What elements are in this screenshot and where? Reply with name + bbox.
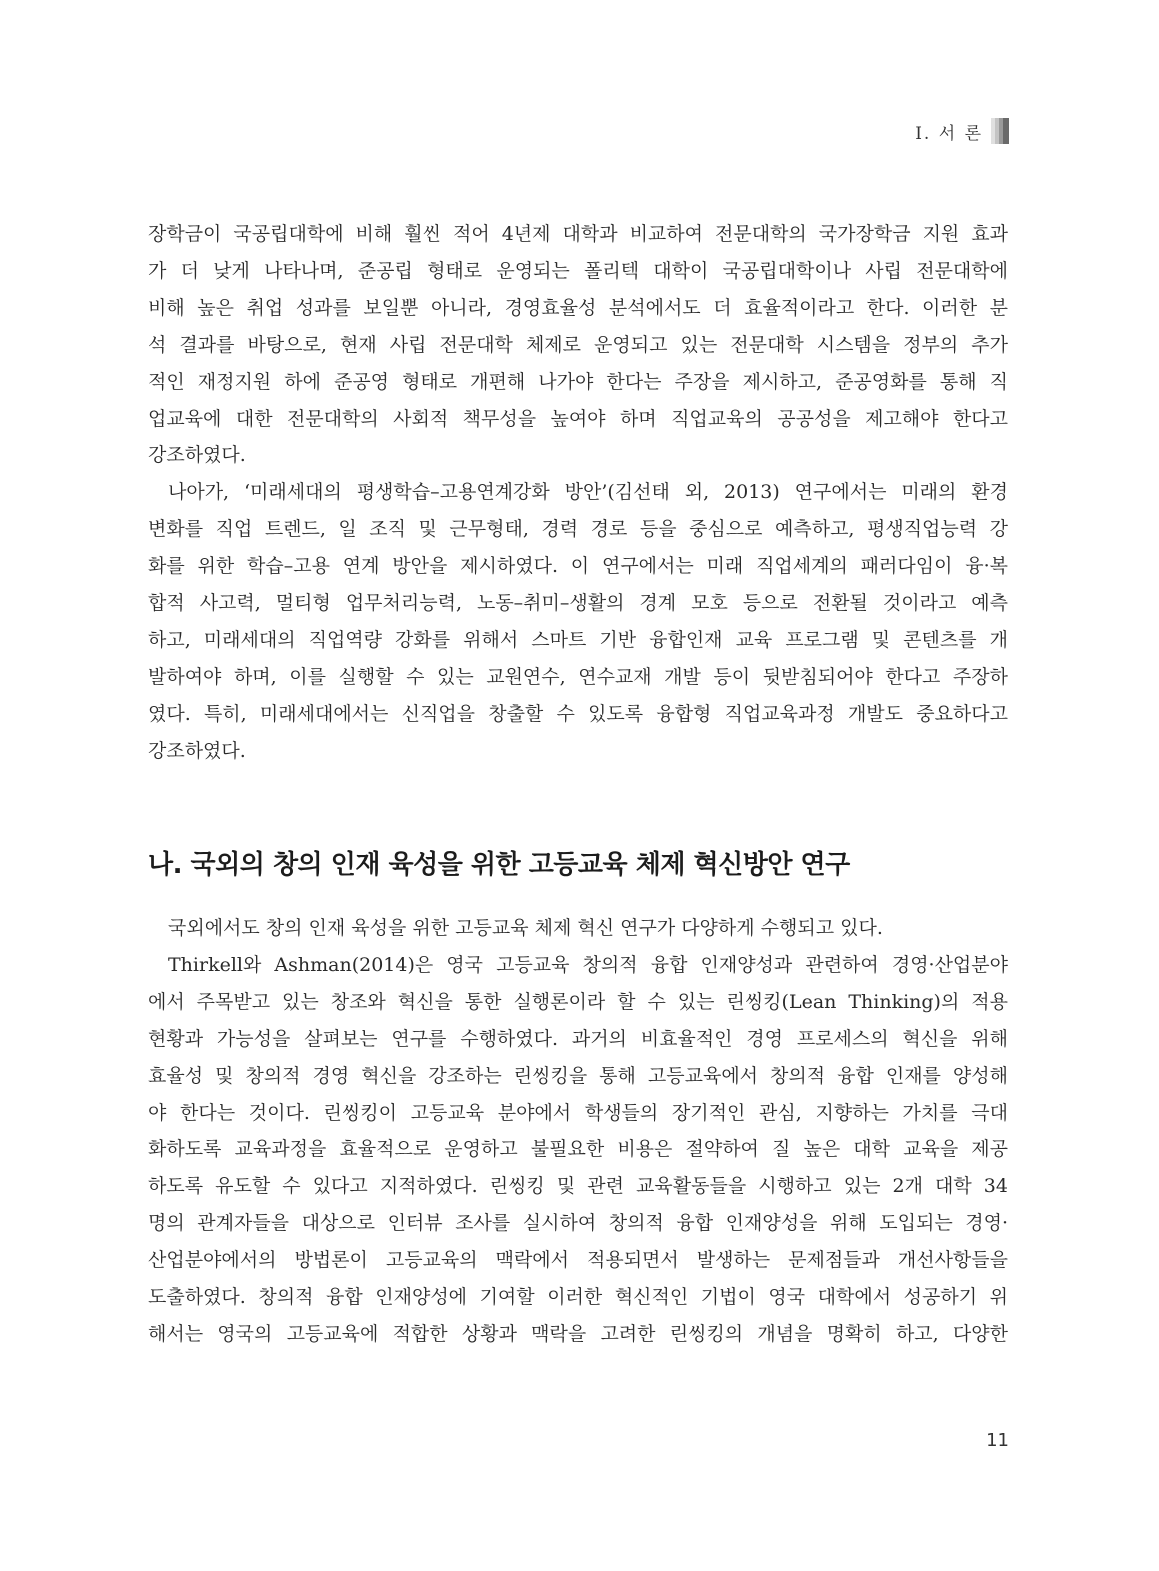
text-line: 화하도록 교육과정을 효율적으로 운영하고 불필요한 비용은 절약하여 질 높은 대학 교육을 제공	[148, 1138, 1008, 1161]
text-line: 해서는 영국의 고등교육에 적합한 상황과 맥락을 고려한 린씽킹의 개념을 명확히 하고, 다양한	[148, 1322, 1008, 1345]
text-line: 나아가, ‘미래세대의 평생학습–고용연계강화 방안’(김선태 외, 2013) 연구에서는 미래의 환경	[168, 481, 1008, 504]
text-line: 도출하였다. 창의적 융합 인재양성에 기여할 이러한 혁신적인 기법이 영국 대학에서 성공하기 위	[148, 1286, 1008, 1309]
text-line: 가 더 낮게 나타나며, 준공립 형태로 운영되는 폴리텍 대학이 국공립대학이나 사립 전문대학에	[148, 259, 1008, 282]
text-line: 변화를 직업 트렌드, 일 조직 및 근무형태, 경력 경로 등을 중심으로 예측하고, 평생직업능력 강	[148, 518, 1008, 541]
text-line: 비해 높은 취업 성과를 보일뿐 아니라, 경영효율성 분석에서도 더 효율적이라고 한다. 이러한 분	[148, 296, 1008, 319]
text-line: 하도록 유도할 수 있다고 지적하였다. 린씽킹 및 관련 교육활동들을 시행하고 있는 2개 대학 34	[148, 1175, 1008, 1198]
text-line: 였다. 특히, 미래세대에서는 신직업을 창출할 수 있도록 융합형 직업교육과정 개발도 중요하다고	[148, 702, 1008, 725]
body-text-section-a	[148, 216, 1008, 770]
text-line: 하고, 미래세대의 직업역량 강화를 위해서 스마트 기반 융합인재 교육 프로그램 및 콘텐츠를 개	[148, 628, 1008, 651]
section-heading: 나. 국외의 창의 인재 육성을 위한 고등교육 체제 혁신방안 연구	[148, 850, 850, 880]
running-header	[915, 117, 1009, 145]
text-line: 업교육에 대한 전문대학의 사회적 책무성을 높여야 하며 직업교육의 공공성을 제고해야 한다고	[148, 407, 1008, 430]
chapter-title: Ⅰ. 서 론	[915, 123, 983, 144]
text-line: 야 한다는 것이다. 린씽킹이 고등교육 분야에서 학생들의 장기적인 관심, 지향하는 가치를 극대	[148, 1101, 1008, 1124]
text-line: 화를 위한 학습–고용 연계 방안을 제시하였다. 이 연구에서는 미래 직업세계의 패러다임이 융·복	[148, 555, 1008, 578]
text-line: Thirkell와 Ashman(2014)은 영국 고등교육 창의적 융합 인재양성과 관련하여 경영·산업분야	[168, 953, 1008, 976]
text-line: 효율성 및 창의적 경영 혁신을 강조하는 린씽킹을 통해 고등교육에서 창의적 융합 인재를 양성해	[148, 1064, 1008, 1087]
text-line: 산업분야에서의 방법론이 고등교육의 맥락에서 적용되면서 발생하는 문제점들과 개선사항들을	[148, 1249, 1008, 1272]
text-line: 강조하였다.	[148, 444, 246, 467]
text-line: 국외에서도 창의 인재 육성을 위한 고등교육 체제 혁신 연구가 다양하게 수행되고 있다.	[168, 917, 883, 939]
text-line: 적인 재정지원 하에 준공영 형태로 개편해 나가야 한다는 주장을 제시하고, 준공영화를 통해 직	[148, 370, 1008, 393]
text-line: 장학금이 국공립대학에 비해 훨씬 적어 4년제 대학과 비교하여 전문대학의 국가장학금 지원 효과	[148, 223, 1008, 245]
text-line: 합적 사고력, 멀티형 업무처리능력, 노동–취미–생활의 경계 모호 등으로 전환될 것이라고 예측	[148, 592, 1008, 615]
text-line: 발하여야 하며, 이를 실행할 수 있는 교원연수, 연수교재 개발 등이 뒷받침되어야 한다고 주장하	[148, 665, 1008, 688]
text-line: 현황과 가능성을 살펴보는 연구를 수행하였다. 과거의 비효율적인 경영 프로세스의 혁신을 위해	[148, 1027, 1008, 1050]
body-text-section-b	[148, 910, 1008, 1353]
text-line: 에서 주목받고 있는 창조와 혁신을 통한 실행론이라 할 수 있는 린씽킹(Lean Thinking)의 적용	[148, 990, 1008, 1013]
text-line: 석 결과를 바탕으로, 현재 사립 전문대학 체제로 운영되고 있는 전문대학 시스템을 정부의 추가	[148, 333, 1008, 356]
text-line: 강조하였다.	[148, 739, 246, 762]
page-number: 11	[986, 1430, 1009, 1451]
header-gradient-bar-icon	[991, 118, 1009, 144]
text-line: 명의 관계자들을 대상으로 인터뷰 조사를 실시하여 창의적 융합 인재양성을 위해 도입되는 경영·	[148, 1212, 1008, 1235]
